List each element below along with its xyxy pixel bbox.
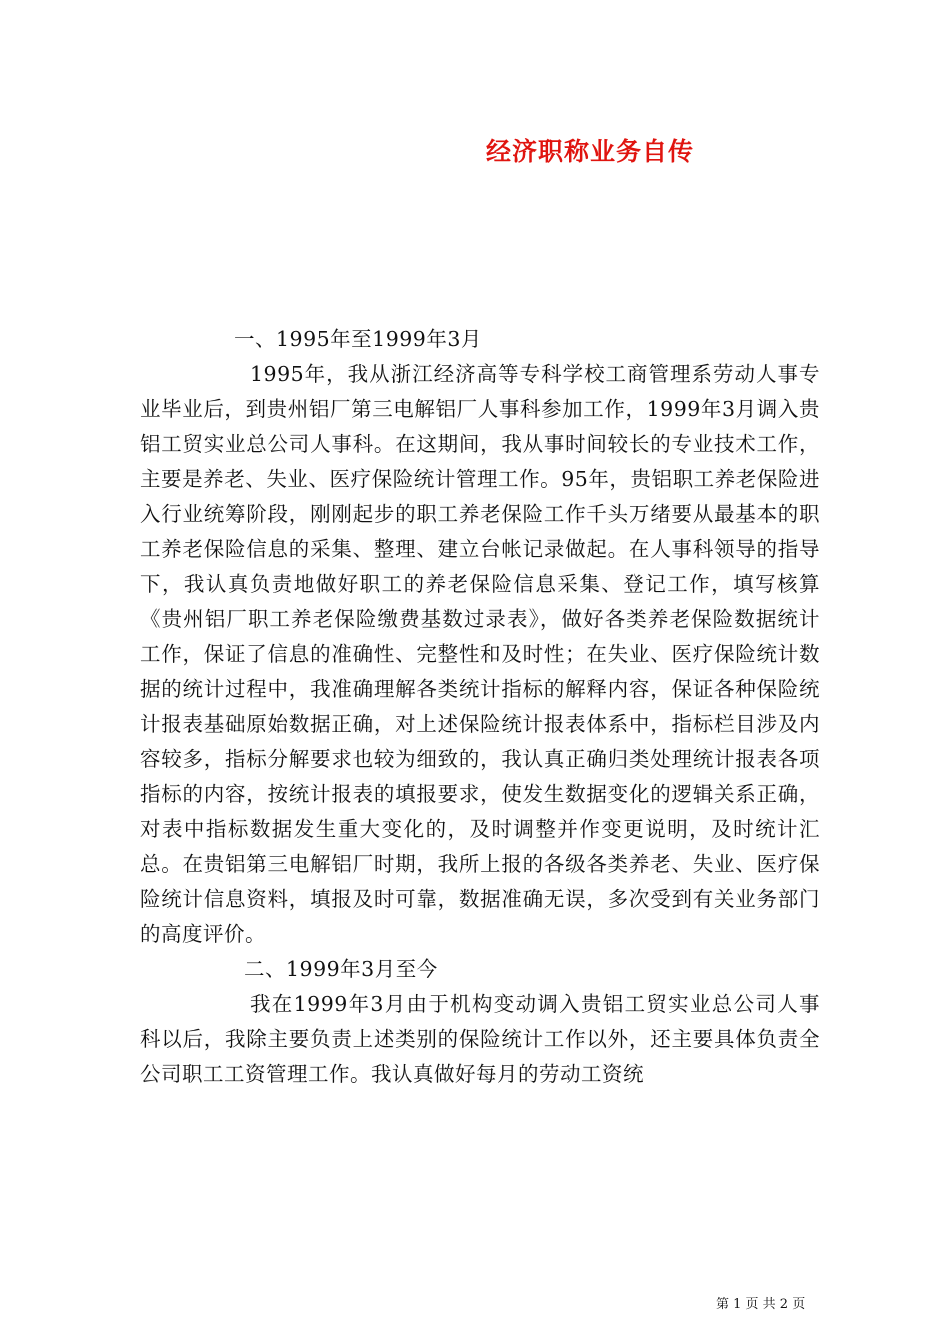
section-heading-2: 二、1999年3月至今 — [244, 957, 438, 981]
document-title: 经济职称业务自传 — [485, 137, 694, 166]
page-number: 第 1 页 共 2 页 — [716, 1297, 806, 1312]
section-paragraph-1: 1995年，我从浙江经济高等专科学校工商管理系劳动人事专业毕业后，到贵州铝厂第三电解铝厂人事科参加工作，1999年3月调入贵铝工贸实业总公司人事科。在这期间，我从事时间较长的专业技术工作，主要是养老、失业、医疗保险统计管理工作。95年，贵铝职工养老保险进入行业统筹阶段，刚刚起步的职工养老保险工作千头万绪要从最基本的职工养老保险信息的采集、整理、建立台帐记录做起。在人事科领导的指导下，我认真负责地做好职工的养老保险信息采集、登记工作，填写核算《贵州铝厂职工养老保险缴费基数过录表》，做好各类养老保险数据统计工作，保证了信息的准确性、完整性和及时性；在失业、医疗保险统计数据的统计过程中，我准确理解各类统计指标的解释内容，保证各种保险统计报表基础原始数据正确，对上述保险统计报表体系中，指标栏目涉及内容较多，指标分解要求也较为细致的，我认真正确归类处理统计报表各项指标的内容，按统计报表的填报要求，使发生数据变化的逻辑关系正确，对表中指标数据发生重大变化的，及时调整并作变更说明，及时统计汇总。在贵铝第三电解铝厂时期，我所上报的各级各类养老、失业、医疗保险统计信息资料，填报及时可靠，数据准确无误，多次受到有关业务部门的高度评价。 — [140, 362, 820, 946]
section-heading-1: 一、1995年至1999年3月 — [234, 327, 482, 351]
section-paragraph-2: 我在1999年3月由于机构变动调入贵铝工贸实业总公司人事科以后，我除主要负责上述类别的保险统计工作以外，还主要具体负责全公司职工工资管理工作。我认真做好每月的劳动工资统 — [140, 992, 820, 1086]
document-body — [140, 322, 820, 1092]
